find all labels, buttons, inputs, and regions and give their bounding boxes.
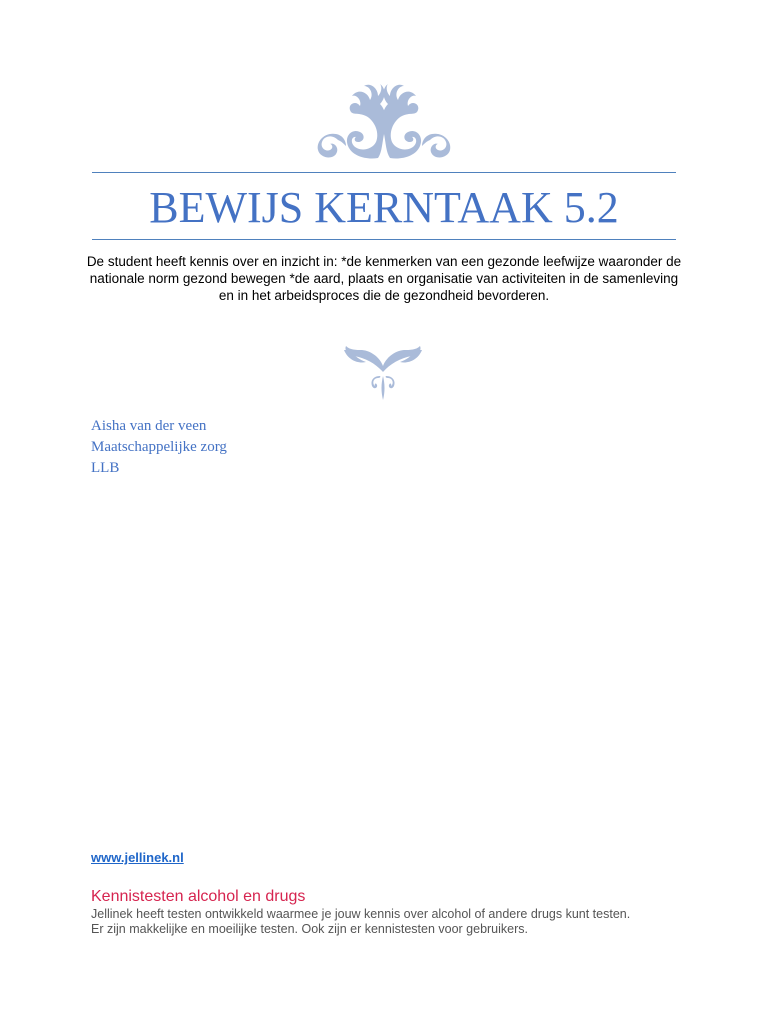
page-title: BEWIJS KERNTAAK 5.2 — [149, 183, 619, 232]
section-line: Er zijn makkelijke en moeilijke testen. Ook zijn er kennistesten voor gebruikers. — [91, 922, 528, 936]
author-code: LLB — [91, 460, 120, 476]
author-block — [91, 416, 227, 479]
title-rule-top — [92, 172, 676, 173]
title-rule-bottom — [92, 239, 676, 240]
floral-scroll-ornament-icon — [308, 80, 460, 164]
author-program: Maatschappelijke zorg — [91, 439, 227, 455]
section-heading: Kennistesten alcohol en drugs — [91, 888, 306, 905]
summary-text: De student heeft kennis over en inzicht in: *de kenmerken van een gezonde leefwijze waaronder de nationale norm gezond bewegen *de aard, plaats en organisatie van activiteiten in de samenleving en in het arbeidsproces die de gezondheid bevorderen. — [86, 254, 682, 303]
author-name: Aisha van der veen — [91, 418, 207, 434]
section-body — [91, 907, 691, 937]
section-line: Jellinek heeft testen ontwikkeld waarmee je jouw kennis over alcohol of andere drugs kunt testen. — [91, 907, 631, 921]
jellinek-link[interactable]: www.jellinek.nl — [91, 850, 184, 865]
fleur-ornament-icon — [340, 346, 426, 400]
